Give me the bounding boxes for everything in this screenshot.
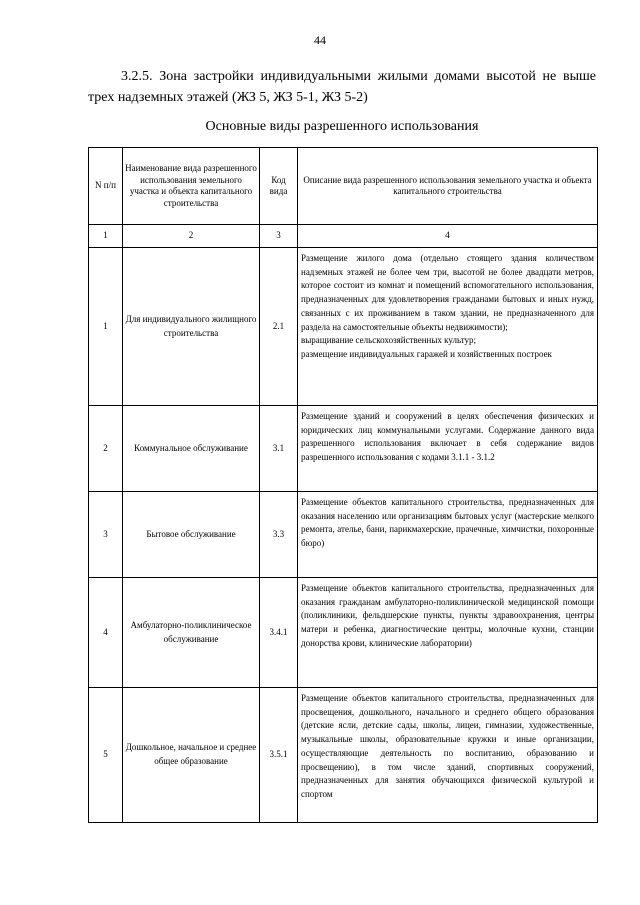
table-row	[89, 688, 598, 823]
row-code: 3.4.1	[260, 578, 298, 688]
row-description: Размещение зданий и сооружений в целях обеспечения физических и юридических лиц коммунальными услугами. Содержание данного вида разрешенного использования включает в себя содержание видов разрешенного использования с кодами 3.1.1 - 3.1.2	[298, 406, 598, 492]
header-description: Описание вида разрешенного использования земельного участка и объекта капитального строительства	[298, 148, 598, 225]
table-subtitle: Основные виды разрешенного использования	[205, 119, 479, 134]
column-number: 2	[123, 225, 260, 248]
page-number: 44	[314, 33, 326, 47]
table-row	[89, 492, 598, 578]
row-name: Бытовое обслуживание	[123, 492, 260, 578]
row-description: Размещение жилого дома (отдельно стоящего здания количеством надземных этажей не более чем три, высотой не более двадцати метров, которое состоит из комнат и помещений вспомогательного использования, предназначенных для удовлетворения гражданами бытовых и иных нужд, связанных с их проживанием в таком здании, не предназначенного для раздела на самостоятельные объекты недвижимости); выращивание сельскохозяйственных культур; размещение индивидуальных гаражей и хозяйственных построек	[298, 248, 598, 406]
table-row	[89, 578, 598, 688]
row-name: Для индивидуального жилищного строительства	[123, 248, 260, 406]
row-name: Коммунальное обслуживание	[123, 406, 260, 492]
usage-table	[88, 147, 598, 823]
table-header-row	[89, 148, 598, 225]
row-code: 2.1	[260, 248, 298, 406]
row-description: Размещение объектов капитального строительства, предназначенных для просвещения, дошкольного, начального и среднего общего образования (детские ясли, детские сады, школы, лицеи, гимназии, художественные, музыкальные школы, образовательные кружки и иные организации, осуществляющие деятельность по воспитанию, образованию и просвещению), в том числе зданий, спортивных сооружений, предназначенных для занятия обучающихся физической культурой и спортом	[298, 688, 598, 823]
row-name: Дошкольное, начальное и среднее общее образование	[123, 688, 260, 823]
section-heading	[88, 66, 596, 108]
column-number: 1	[89, 225, 123, 248]
header-number: N п/п	[89, 148, 123, 225]
row-number: 4	[89, 578, 123, 688]
row-number: 5	[89, 688, 123, 823]
header-name: Наименование вида разрешенного использования земельного участка и объекта капитального строительства	[123, 148, 260, 225]
section-heading-text: 3.2.5. Зона застройки индивидуальными жилыми домами высотой не выше трех надземных этажей (ЖЗ 5, ЖЗ 5-1, ЖЗ 5-2)	[88, 69, 596, 105]
column-number: 4	[298, 225, 598, 248]
row-number: 2	[89, 406, 123, 492]
table-row	[89, 406, 598, 492]
row-description: Размещение объектов капитального строительства, предназначенных для оказания гражданам амбулаторно-поликлинической медицинской помощи (поликлиники, фельдшерские пункты, пункты здравоохранения, центры матери и ребенка, диагностические центры, молочные кухни, станции донорства крови, клинические лаборатории)	[298, 578, 598, 688]
row-number: 3	[89, 492, 123, 578]
column-number: 3	[260, 225, 298, 248]
row-name: Амбулаторно-поликлиническое обслуживание	[123, 578, 260, 688]
table-row	[89, 248, 598, 406]
row-description: Размещение объектов капитального строительства, предназначенных для оказания населению или организациям бытовых услуг (мастерские мелкого ремонта, ателье, бани, парикмахерские, прачечные, химчистки, похоронные бюро)	[298, 492, 598, 578]
row-code: 3.5.1	[260, 688, 298, 823]
row-number: 1	[89, 248, 123, 406]
row-code: 3.3	[260, 492, 298, 578]
column-number-row	[89, 225, 598, 248]
header-code: Код вида	[260, 148, 298, 225]
row-code: 3.1	[260, 406, 298, 492]
